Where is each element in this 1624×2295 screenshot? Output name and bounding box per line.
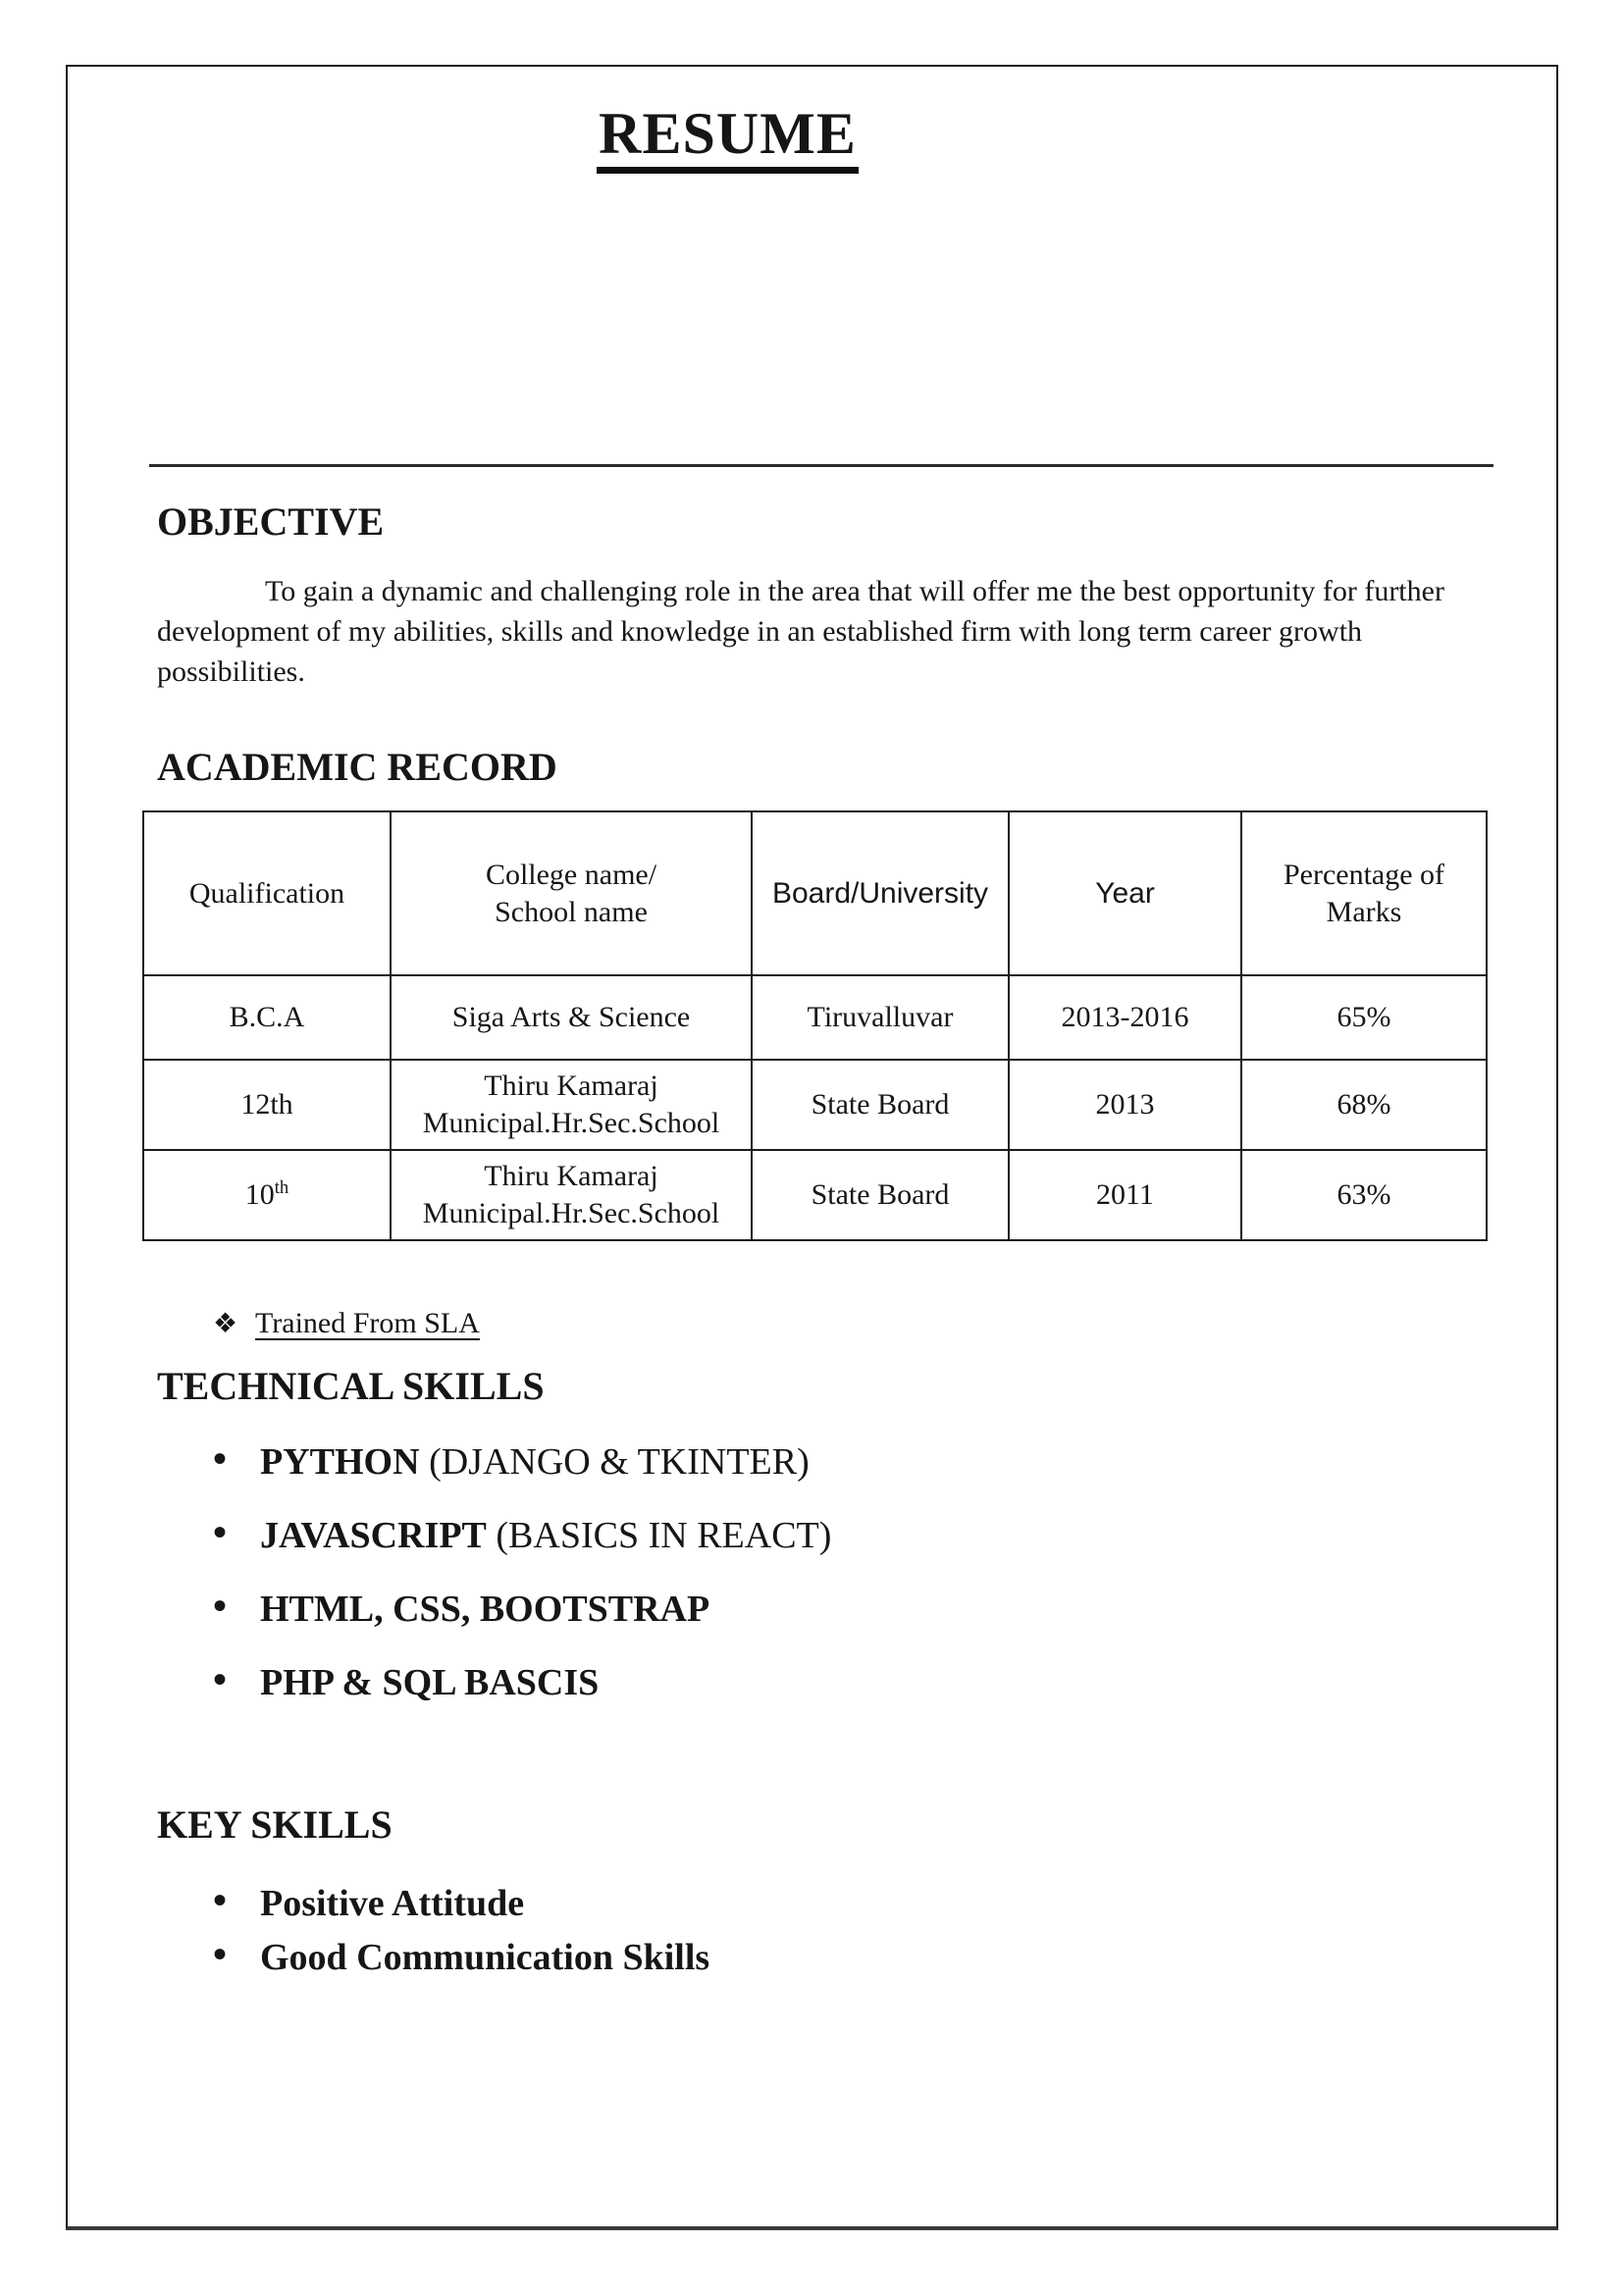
cell-year: 2013-2016 bbox=[1009, 975, 1241, 1060]
cell-qualification-text: 10 bbox=[244, 1178, 275, 1211]
cell-board: State Board bbox=[752, 1060, 1009, 1150]
cell-qualification-superscript: th bbox=[274, 1177, 289, 1198]
cell-board: Tiruvalluvar bbox=[752, 975, 1009, 1060]
col-header-percentage-line1: Percentage of bbox=[1283, 858, 1445, 891]
academic-record-table bbox=[142, 810, 1488, 1241]
key-skill-text: Positive Attitude bbox=[260, 1883, 525, 1924]
academic-record-heading: ACADEMIC RECORD bbox=[157, 745, 557, 789]
list-item bbox=[142, 1436, 1418, 1483]
cell-institution: Siga Arts & Science bbox=[391, 975, 752, 1060]
skill-name: PHP & SQL BASCIS bbox=[260, 1662, 600, 1703]
cell-institution: Thiru Kamaraj Municipal.Hr.Sec.School bbox=[391, 1150, 752, 1240]
cell-year: 2011 bbox=[1009, 1150, 1241, 1240]
bullet-icon: • bbox=[213, 1878, 228, 1922]
cell-qualification: B.C.A bbox=[143, 975, 391, 1060]
col-header-college-line1: College name/ bbox=[485, 858, 657, 891]
bullet-icon: • bbox=[213, 1510, 228, 1554]
table-header-row bbox=[143, 811, 1487, 975]
technical-skills-heading: TECHNICAL SKILLS bbox=[157, 1364, 545, 1408]
col-header-year: Year bbox=[1009, 811, 1241, 975]
page-title: RESUME bbox=[597, 104, 859, 174]
skill-detail: (DJANGO & TKINTER) bbox=[419, 1441, 810, 1483]
objective-paragraph: To gain a dynamic and challenging role in the area that will offer me the best opportunity for further development of my abilities, skills and knowledge in an established firm with long term career growth possibilities. bbox=[157, 575, 1444, 688]
objective-heading: OBJECTIVE bbox=[157, 499, 385, 544]
cell-percentage: 65% bbox=[1241, 975, 1487, 1060]
list-item bbox=[142, 1510, 1418, 1556]
list-item bbox=[142, 1657, 1418, 1703]
table-row bbox=[143, 1060, 1487, 1150]
table-row bbox=[143, 1150, 1487, 1240]
col-header-college bbox=[391, 811, 752, 975]
cell-institution: Thiru Kamaraj Municipal.Hr.Sec.School bbox=[391, 1060, 752, 1150]
key-skills-heading: KEY SKILLS bbox=[157, 1802, 393, 1847]
trained-note bbox=[213, 1307, 480, 1340]
cell-qualification bbox=[143, 1150, 391, 1240]
cell-board: State Board bbox=[752, 1150, 1009, 1240]
list-item bbox=[142, 1878, 1418, 1924]
diamond-bullet-icon: ❖ bbox=[213, 1309, 238, 1339]
bullet-icon: • bbox=[213, 1657, 228, 1701]
table-row bbox=[143, 975, 1487, 1060]
col-header-percentage bbox=[1241, 811, 1487, 975]
col-header-qualification: Qualification bbox=[143, 811, 391, 975]
col-header-college-line2: School name bbox=[495, 895, 648, 928]
cell-percentage: 63% bbox=[1241, 1150, 1487, 1240]
trained-note-text: Trained From SLA bbox=[255, 1307, 480, 1339]
cell-year: 2013 bbox=[1009, 1060, 1241, 1150]
skill-detail: (BASICS IN REACT) bbox=[486, 1515, 832, 1556]
header-divider bbox=[149, 464, 1493, 467]
list-item bbox=[142, 1584, 1418, 1630]
technical-skills-list bbox=[142, 1436, 1418, 1738]
bullet-icon: • bbox=[213, 1932, 228, 1976]
skill-name: HTML, CSS, BOOTSTRAP bbox=[260, 1589, 710, 1630]
skill-name: JAVASCRIPT bbox=[260, 1515, 487, 1556]
bullet-icon: • bbox=[213, 1584, 228, 1628]
key-skill-text: Good Communication Skills bbox=[260, 1937, 710, 1978]
title-block bbox=[68, 101, 1388, 174]
cell-percentage: 68% bbox=[1241, 1060, 1487, 1150]
skill-name: PYTHON bbox=[260, 1441, 420, 1483]
col-header-percentage-line2: Marks bbox=[1326, 895, 1402, 928]
col-header-board: Board/University bbox=[752, 811, 1009, 975]
cell-qualification: 12th bbox=[143, 1060, 391, 1150]
document-page bbox=[66, 65, 1558, 2230]
key-skills-list bbox=[142, 1878, 1418, 1993]
bullet-icon: • bbox=[213, 1436, 228, 1481]
list-item bbox=[142, 1932, 1418, 1978]
